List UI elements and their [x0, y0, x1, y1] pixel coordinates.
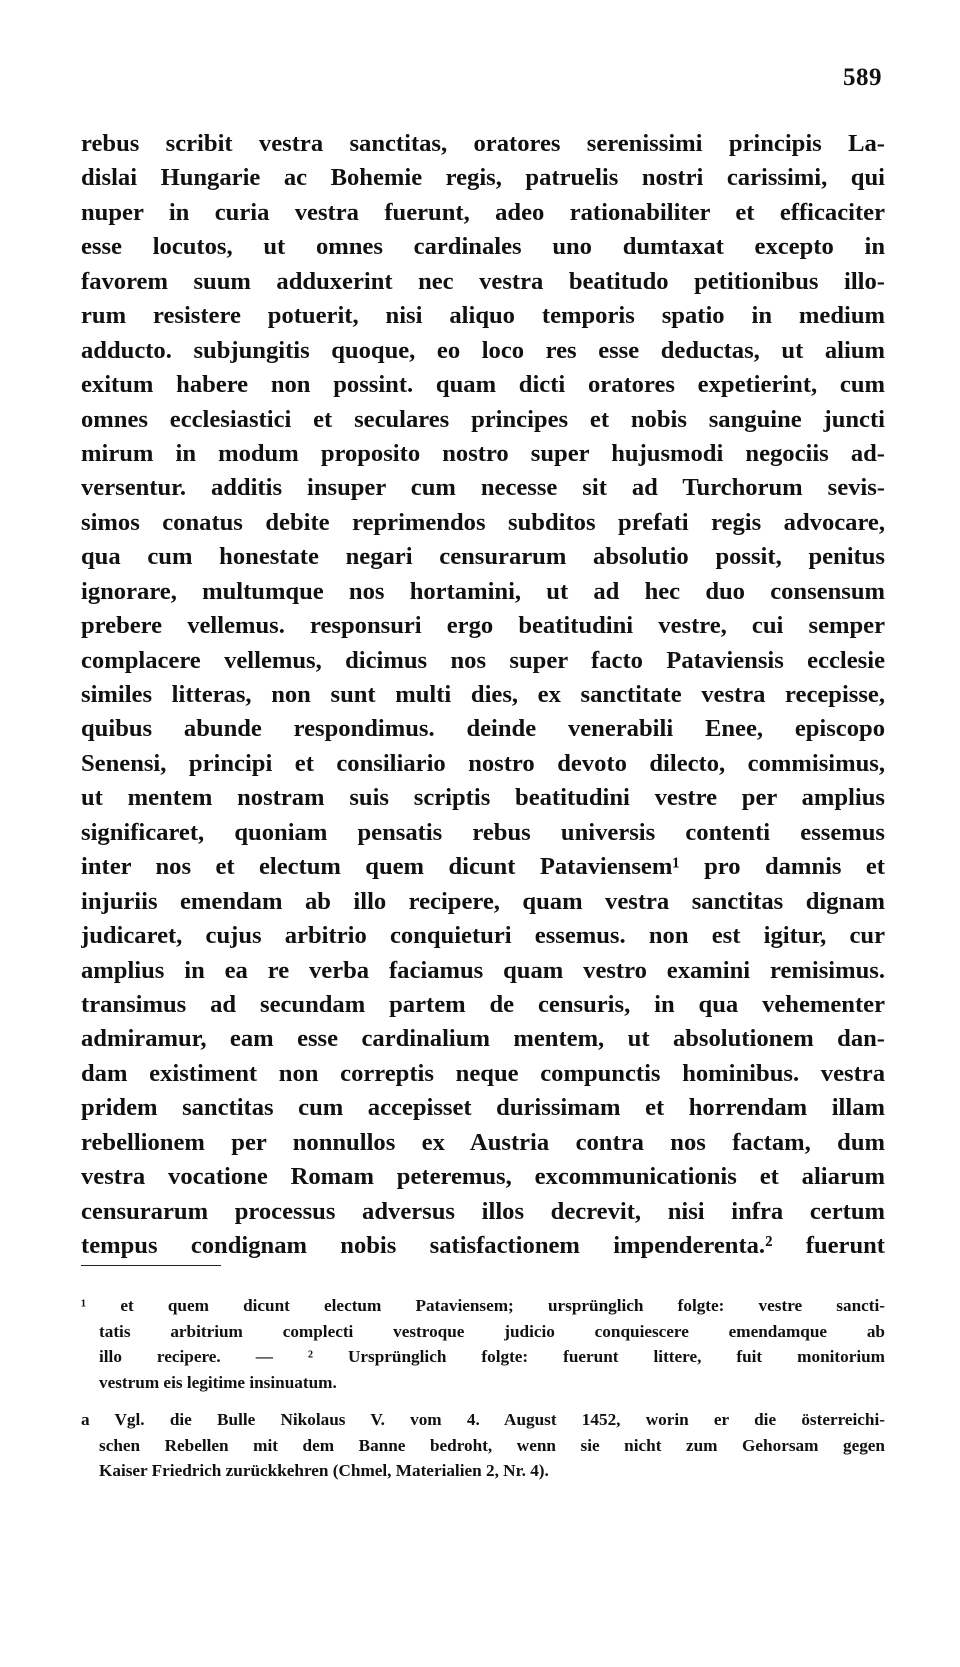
text-line: prebere vellemus. responsuri ergo beatitudini vestre, cui semper — [81, 612, 885, 640]
text-line: censurarum processus adversus illos decrevit, nisi infra certum — [81, 1197, 885, 1225]
text-line: significaret, quoniam pensatis rebus universis contenti essemus — [81, 818, 885, 846]
footnote-line: tatis arbitrium complecti vestroque judicio conquiescere emendamque ab — [99, 1321, 885, 1341]
text-line: transimus ad secundam partem de censuris, in qua vehementer — [81, 990, 885, 1018]
text-line: dislai Hungarie ac Bohemie regis, patruelis nostri carissimi, qui — [81, 164, 885, 192]
text-line: ignorare, multumque nos hortamini, ut ad hec duo consensum — [81, 577, 885, 605]
text-line: admiramur, eam esse cardinalium mentem, ut absolutionem dan- — [81, 1025, 885, 1053]
text-line: vestra vocatione Romam peteremus, excommunicationis et aliarum — [81, 1163, 885, 1191]
footnote-line: vestrum eis legitime insinuatum. — [99, 1372, 337, 1392]
text-line: rebellionem per nonnullos ex Austria contra nos factam, dum — [81, 1128, 885, 1156]
footnote-separator — [81, 1265, 221, 1266]
footnote-line: illo recipere. — ² Ursprünglich folgte: fuerunt littere, fuit monitorium — [99, 1347, 885, 1366]
text-line: favorem suum adduxerint nec vestra beatitudo petitionibus illo- — [81, 267, 885, 295]
text-line: dam existiment non correptis neque compunctis hominibus. vestra — [81, 1059, 885, 1087]
footnote-gap — [81, 1395, 885, 1407]
text-line: esse locutos, ut omnes cardinales uno dumtaxat excepto in — [81, 233, 885, 261]
page-number: 589 — [843, 64, 882, 91]
text-line: tempus condignam nobis satisfactionem impenderenta.² fuerunt — [81, 1232, 885, 1259]
text-line: versentur. additis insuper cum necesse sit ad Turchorum sevis- — [81, 474, 885, 502]
text-line: Senensi, principi et consiliario nostro devoto dilecto, commisimus, — [81, 749, 885, 777]
text-line: qua cum honestate negari censurarum absolutio possit, penitus — [81, 543, 885, 571]
text-line: similes litteras, non sunt multi dies, ex sanctitate vestra recepisse, — [81, 681, 885, 708]
text-line: exitum habere non possint. quam dicti oratores expetierint, cum — [81, 371, 885, 399]
text-line: pridem sanctitas cum accepisset durissimam et horrendam illam — [81, 1094, 885, 1122]
text-line: adducto. subjungitis quoque, eo loco res esse deductas, ut alium — [81, 336, 885, 364]
text-line: nuper in curia vestra fuerunt, adeo rationabiliter et efficaciter — [81, 198, 885, 226]
text-line: complacere vellemus, dicimus nos super facto Pataviensis ecclesie — [81, 646, 885, 674]
text-line: ut mentem nostram suis scriptis beatitudini vestre per amplius — [81, 784, 885, 812]
text-line: amplius in ea re verba faciamus quam vestro examini remisimus. — [81, 956, 885, 984]
footnote-line: schen Rebellen mit dem Banne bedroht, wenn sie nicht zum Gehorsam gegen — [99, 1435, 885, 1455]
text-line: mirum in modum proposito nostro super hujusmodi negociis ad- — [81, 439, 885, 467]
text-line: injuriis emendam ab illo recipere, quam vestra sanctitas dignam — [81, 887, 885, 915]
text-line: judicaret, cujus arbitrio conquieturi essemus. non est igitur, cur — [81, 922, 885, 950]
footnote-line: a Vgl. die Bulle Nikolaus V. vom 4. August 1452, worin er die österreichi- — [81, 1410, 885, 1429]
footnote-line: ¹ et quem dicunt electum Pataviensem; ursprünglich folgte: vestre sancti- — [81, 1296, 885, 1315]
footnotes — [81, 1293, 885, 1484]
text-line: omnes ecclesiastici et seculares principes et nobis sanguine juncti — [81, 405, 885, 433]
body-text — [81, 127, 885, 1263]
text-line: simos conatus debite reprimendos subditos prefati regis advocare, — [81, 508, 885, 536]
text-line: rebus scribit vestra sanctitas, oratores serenissimi principis La- — [81, 130, 885, 157]
text-line: quibus abunde respondimus. deinde venerabili Enee, episcopo — [81, 715, 885, 743]
text-line: inter nos et electum quem dicunt Pataviensem¹ pro damnis et — [81, 853, 885, 881]
text-line: rum resistere potuerit, nisi aliquo temporis spatio in medium — [81, 302, 885, 330]
footnote-line: Kaiser Friedrich zurückkehren (Chmel, Materialien 2, Nr. 4). — [99, 1461, 549, 1480]
